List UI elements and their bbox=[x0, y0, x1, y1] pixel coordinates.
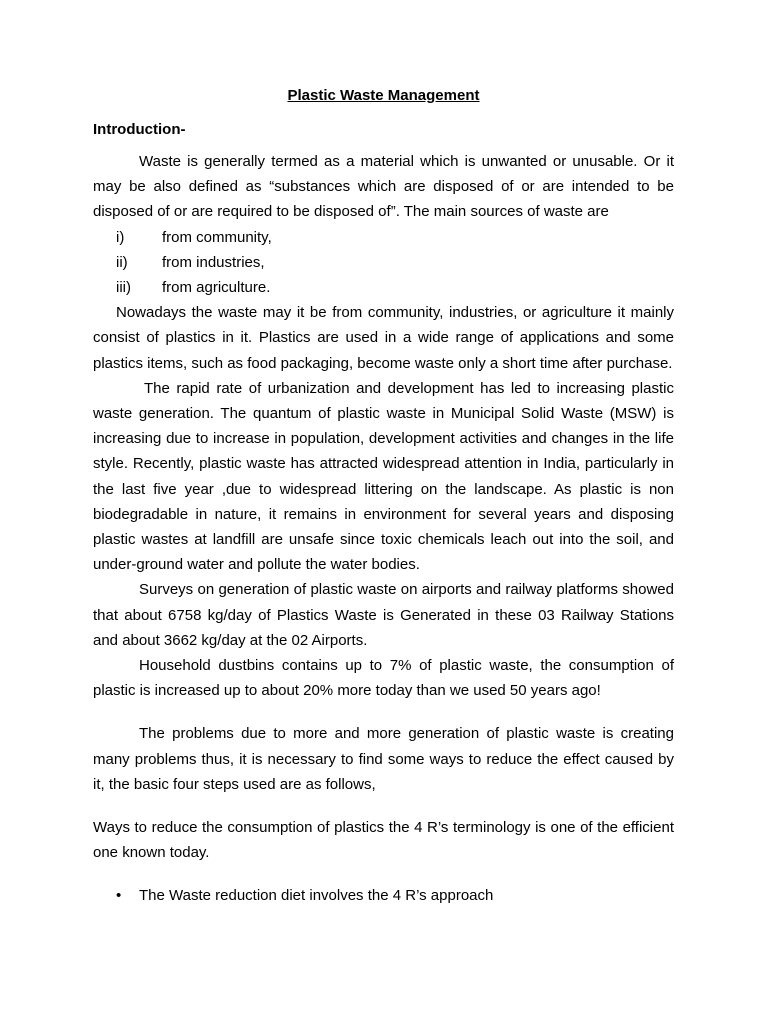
list-item-text: The Waste reduction diet involves the 4 R’s approach bbox=[139, 887, 494, 905]
paragraph-household-dustbins: Household dustbins contains up to 7% of plastic waste, the consumption of plastic is increased up to about 20% more today than we used 50 years ago! bbox=[93, 657, 674, 700]
paragraph-urbanization: The rapid rate of urbanization and development has led to increasing plastic waste generation. The quantum of plastic waste in Municipal Solid Waste (MSW) is increasing due to increase in population, development activities and changes in the life style. Recently, plastic waste has attracted widespread attention in India, particularly in the last five year ,due to widespread littering on the landscape. As plastic is non biodegradable in nature, it remains in environment for several years and disposing plastic wastes at landfill are unsafe since toxic chemicals leach out into the soil, and under-ground water and pollute the water bodies. bbox=[93, 379, 674, 574]
list-item-text: from community, bbox=[162, 228, 272, 246]
list-item bbox=[93, 883, 674, 908]
waste-sources-list bbox=[93, 225, 674, 301]
list-item-text: from industries, bbox=[162, 253, 265, 271]
paragraph-surveys: Surveys on generation of plastic waste on airports and railway platforms showed that about 6758 kg/day of Plastics Waste is Generated in these 03 Railway Stations and about 3662 kg/day at the 02 Airports. bbox=[93, 581, 674, 649]
paragraph-spacer bbox=[93, 797, 674, 815]
paragraph-spacer bbox=[93, 703, 674, 721]
list-item bbox=[93, 225, 674, 250]
list-item-text: from agriculture. bbox=[162, 278, 271, 296]
document-title: Plastic Waste Management bbox=[287, 87, 480, 104]
paragraph-waste-definition: Waste is generally termed as a material which is unwanted or unusable. Or it may be also defined as “substances which are disposed of or are intended to be disposed of or are required to be disposed of”. The main sources of waste are bbox=[93, 153, 674, 221]
paragraph-plastics-in-waste: Nowadays the waste may it be from community, industries, or agriculture it mainly consist of plastics in it. Plastics are used in a wide range of applications and some plastics items, such as food packaging, become waste only a short time after purchase. bbox=[93, 304, 674, 372]
section-heading-introduction: Introduction- bbox=[93, 121, 186, 138]
paragraph-spacer bbox=[93, 865, 674, 883]
bullet-list bbox=[93, 883, 674, 908]
bullet-marker: • bbox=[116, 887, 122, 905]
list-item-number: i) bbox=[116, 228, 125, 246]
list-item-number: ii) bbox=[116, 253, 128, 271]
document-body bbox=[93, 85, 674, 908]
list-item-number: iii) bbox=[116, 278, 131, 296]
paragraph-4rs-terminology: Ways to reduce the consumption of plastics the 4 R’s terminology is one of the efficient one known today. bbox=[93, 819, 674, 862]
paragraph-problems: The problems due to more and more generation of plastic waste is creating many problems thus, it is necessary to find some ways to reduce the effect caused by it, the basic four steps used are as follows, bbox=[93, 725, 674, 793]
list-item bbox=[93, 275, 674, 300]
list-item bbox=[93, 250, 674, 275]
